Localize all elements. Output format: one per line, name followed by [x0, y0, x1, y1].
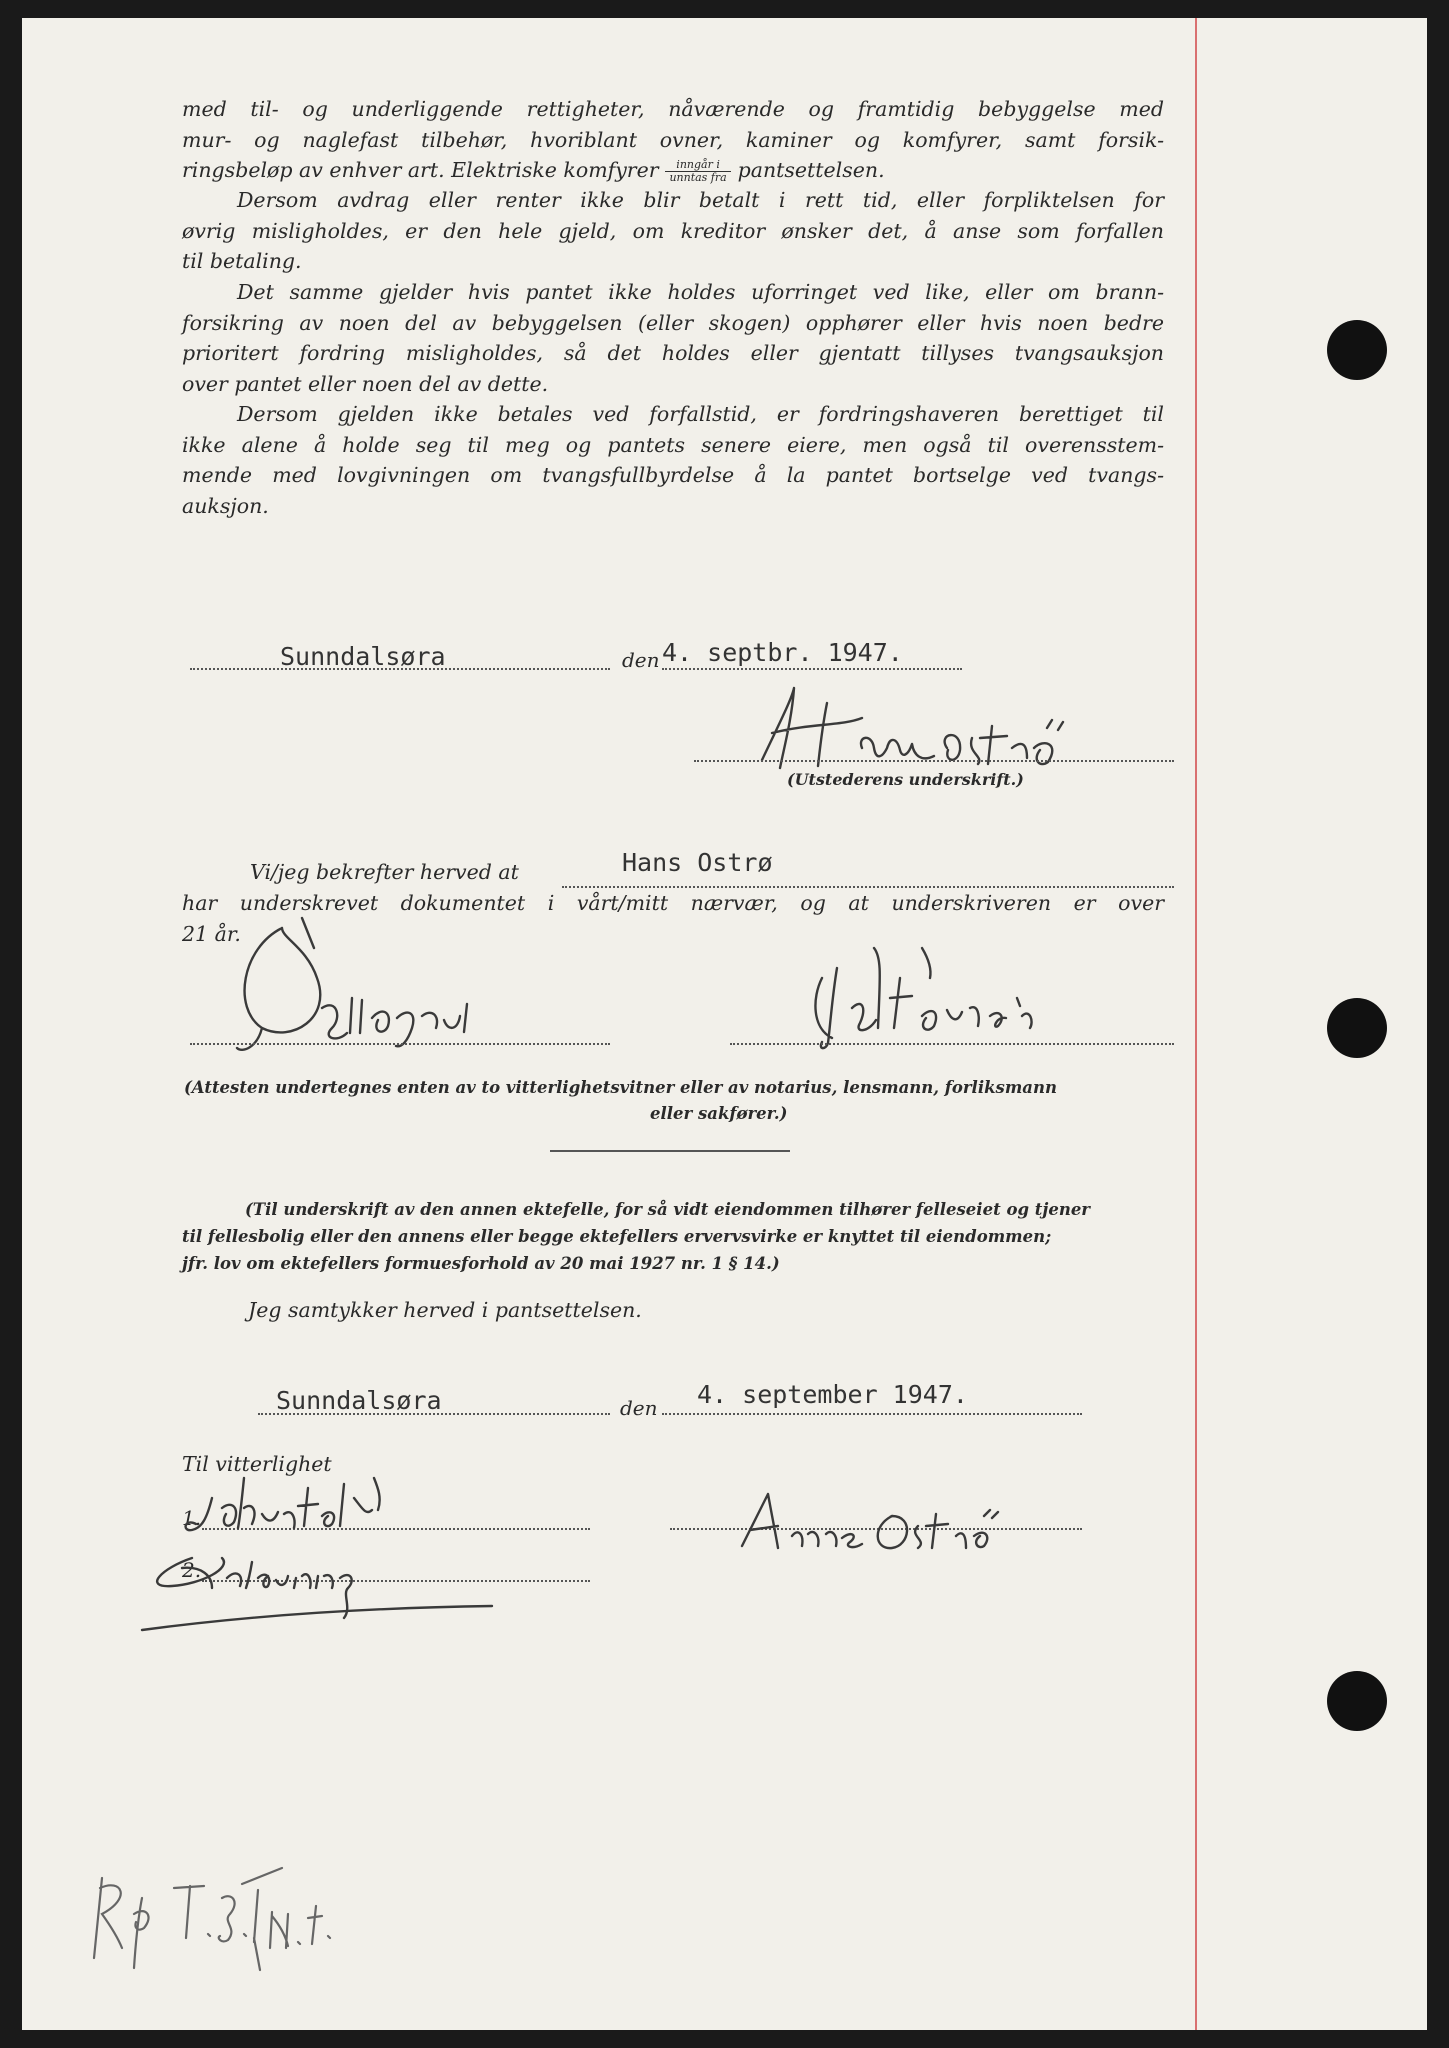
punch-hole — [1327, 1671, 1387, 1731]
issuer-date: 4. septbr. 1947. — [662, 638, 903, 667]
text-line: til betaling. — [182, 249, 302, 273]
text-line: ringsbeløp av enhver art. Elektriske komfyrer $\frac{\text{inngår i}}{\text{unntas fra}}$ pantsettelsen. — [182, 158, 885, 184]
witness-heading: Til vitterlighet — [182, 1452, 332, 1476]
text-line: auksjon. — [182, 493, 269, 518]
paragraph-default — [182, 185, 1164, 277]
text-line: har underskrevet dokumentet i vårt/mitt nærvær, og at underskriveren er over — [182, 891, 1164, 915]
spouse-note-3: jfr. lov om ektefellers formuesforhold av 20 mai 1927 nr. 1 § 14.) — [182, 1254, 780, 1273]
punch-hole — [1327, 320, 1387, 380]
fraction-choice: $\frac{\text{inngår i}}{\text{unntas fra}}$ — [665, 159, 731, 184]
spouse-signature — [722, 1486, 1082, 1556]
witness-1-line — [190, 1043, 610, 1045]
paragraph-insurance — [182, 277, 1164, 399]
text-line: mur- og naglefast tilbehør, hvoriblant ovner, kaminer og komfyrer, samt forsik- — [182, 127, 1164, 152]
text-line: Det samme gjelder hvis pantet ikke holdes uforringet ved like, eller om brann- — [237, 280, 1164, 304]
paragraph-enforcement — [182, 399, 1164, 521]
text-line: ikke alene å holde seg til meg og pantets senere eiere, men også til overensstem- — [182, 432, 1164, 457]
text-line: over pantet eller noen del av dette. — [182, 371, 549, 396]
witness-signature-2 — [782, 938, 1082, 1058]
spouse-den-label: den — [620, 1396, 658, 1420]
issuer-signature-line — [694, 760, 1174, 762]
spouse-note-1: (Til underskrift av den annen ektefelle, for så vidt eiendommen tilhører felleseiet og tjener — [245, 1200, 1091, 1219]
witness-number-1: 1. — [182, 1506, 202, 1530]
spouse-witness-signatures — [112, 1458, 552, 1638]
spouse-place: Sunndalsøra — [276, 1386, 442, 1415]
confirm-name: Hans Ostrø — [622, 848, 773, 877]
issuer-signature — [722, 678, 1142, 778]
margin-rule — [1195, 18, 1197, 2030]
den-label: den — [622, 648, 660, 672]
confirm-label: Vi/jeg bekrefter herved at — [250, 860, 519, 884]
spouse-date: 4. september 1947. — [697, 1380, 968, 1409]
issuer-place: Sunndalsøra — [280, 642, 446, 671]
attest-note-2: eller sakfører.) — [650, 1104, 788, 1123]
text-line: med til- og underliggende rettigheter, nåværende og framtidig bebyggelse med — [182, 97, 1164, 121]
text-line: forsikring av noen del av bebyggelsen (eller skogen) opphører eller hvis noen bedre — [182, 310, 1164, 335]
issuer-signature-caption: (Utstederens underskrift.) — [787, 770, 1024, 789]
text-line: 21 år. — [182, 921, 241, 946]
date-dotted-line — [662, 668, 962, 670]
pencil-annotation — [82, 1858, 362, 1988]
spouse-date-line — [662, 1413, 1082, 1415]
text-line: mende med lovgivningen om tvangsfullbyrdelse å la pantet bortselge ved tvangs- — [182, 463, 1164, 487]
punch-hole — [1327, 998, 1387, 1058]
section-divider — [550, 1150, 790, 1152]
text-line: prioritert fordring misligholdes, så det holdes eller gjentatt tillyses tvangsauksjon — [182, 341, 1164, 365]
text-line: Dersom avdrag eller renter ikke blir betalt i rett tid, eller forpliktelsen for — [237, 188, 1164, 212]
text-line: Dersom gjelden ikke betales ved forfallstid, er fordringshaveren berettiget til — [237, 402, 1164, 426]
spouse-note-2: til fellesbolig eller den annens eller begge ektefellers ervervsvirke er knyttet til eiendommen; — [182, 1227, 1052, 1246]
witness-2-line — [730, 1043, 1174, 1045]
witness-number-2: 2. — [182, 1558, 202, 1582]
text-line: øvrig misligholdes, er den hele gjeld, om kreditor ønsker det, å anse som forfallen — [182, 218, 1164, 243]
document-page — [22, 18, 1427, 2030]
paragraph-property — [182, 94, 1164, 186]
consent-text: Jeg samtykker herved i pantsettelsen. — [248, 1298, 642, 1322]
attest-note-1: (Attesten undertegnes enten av to vitterlighetsvitner eller av notarius, lensmann, forliksmann — [184, 1078, 1057, 1097]
